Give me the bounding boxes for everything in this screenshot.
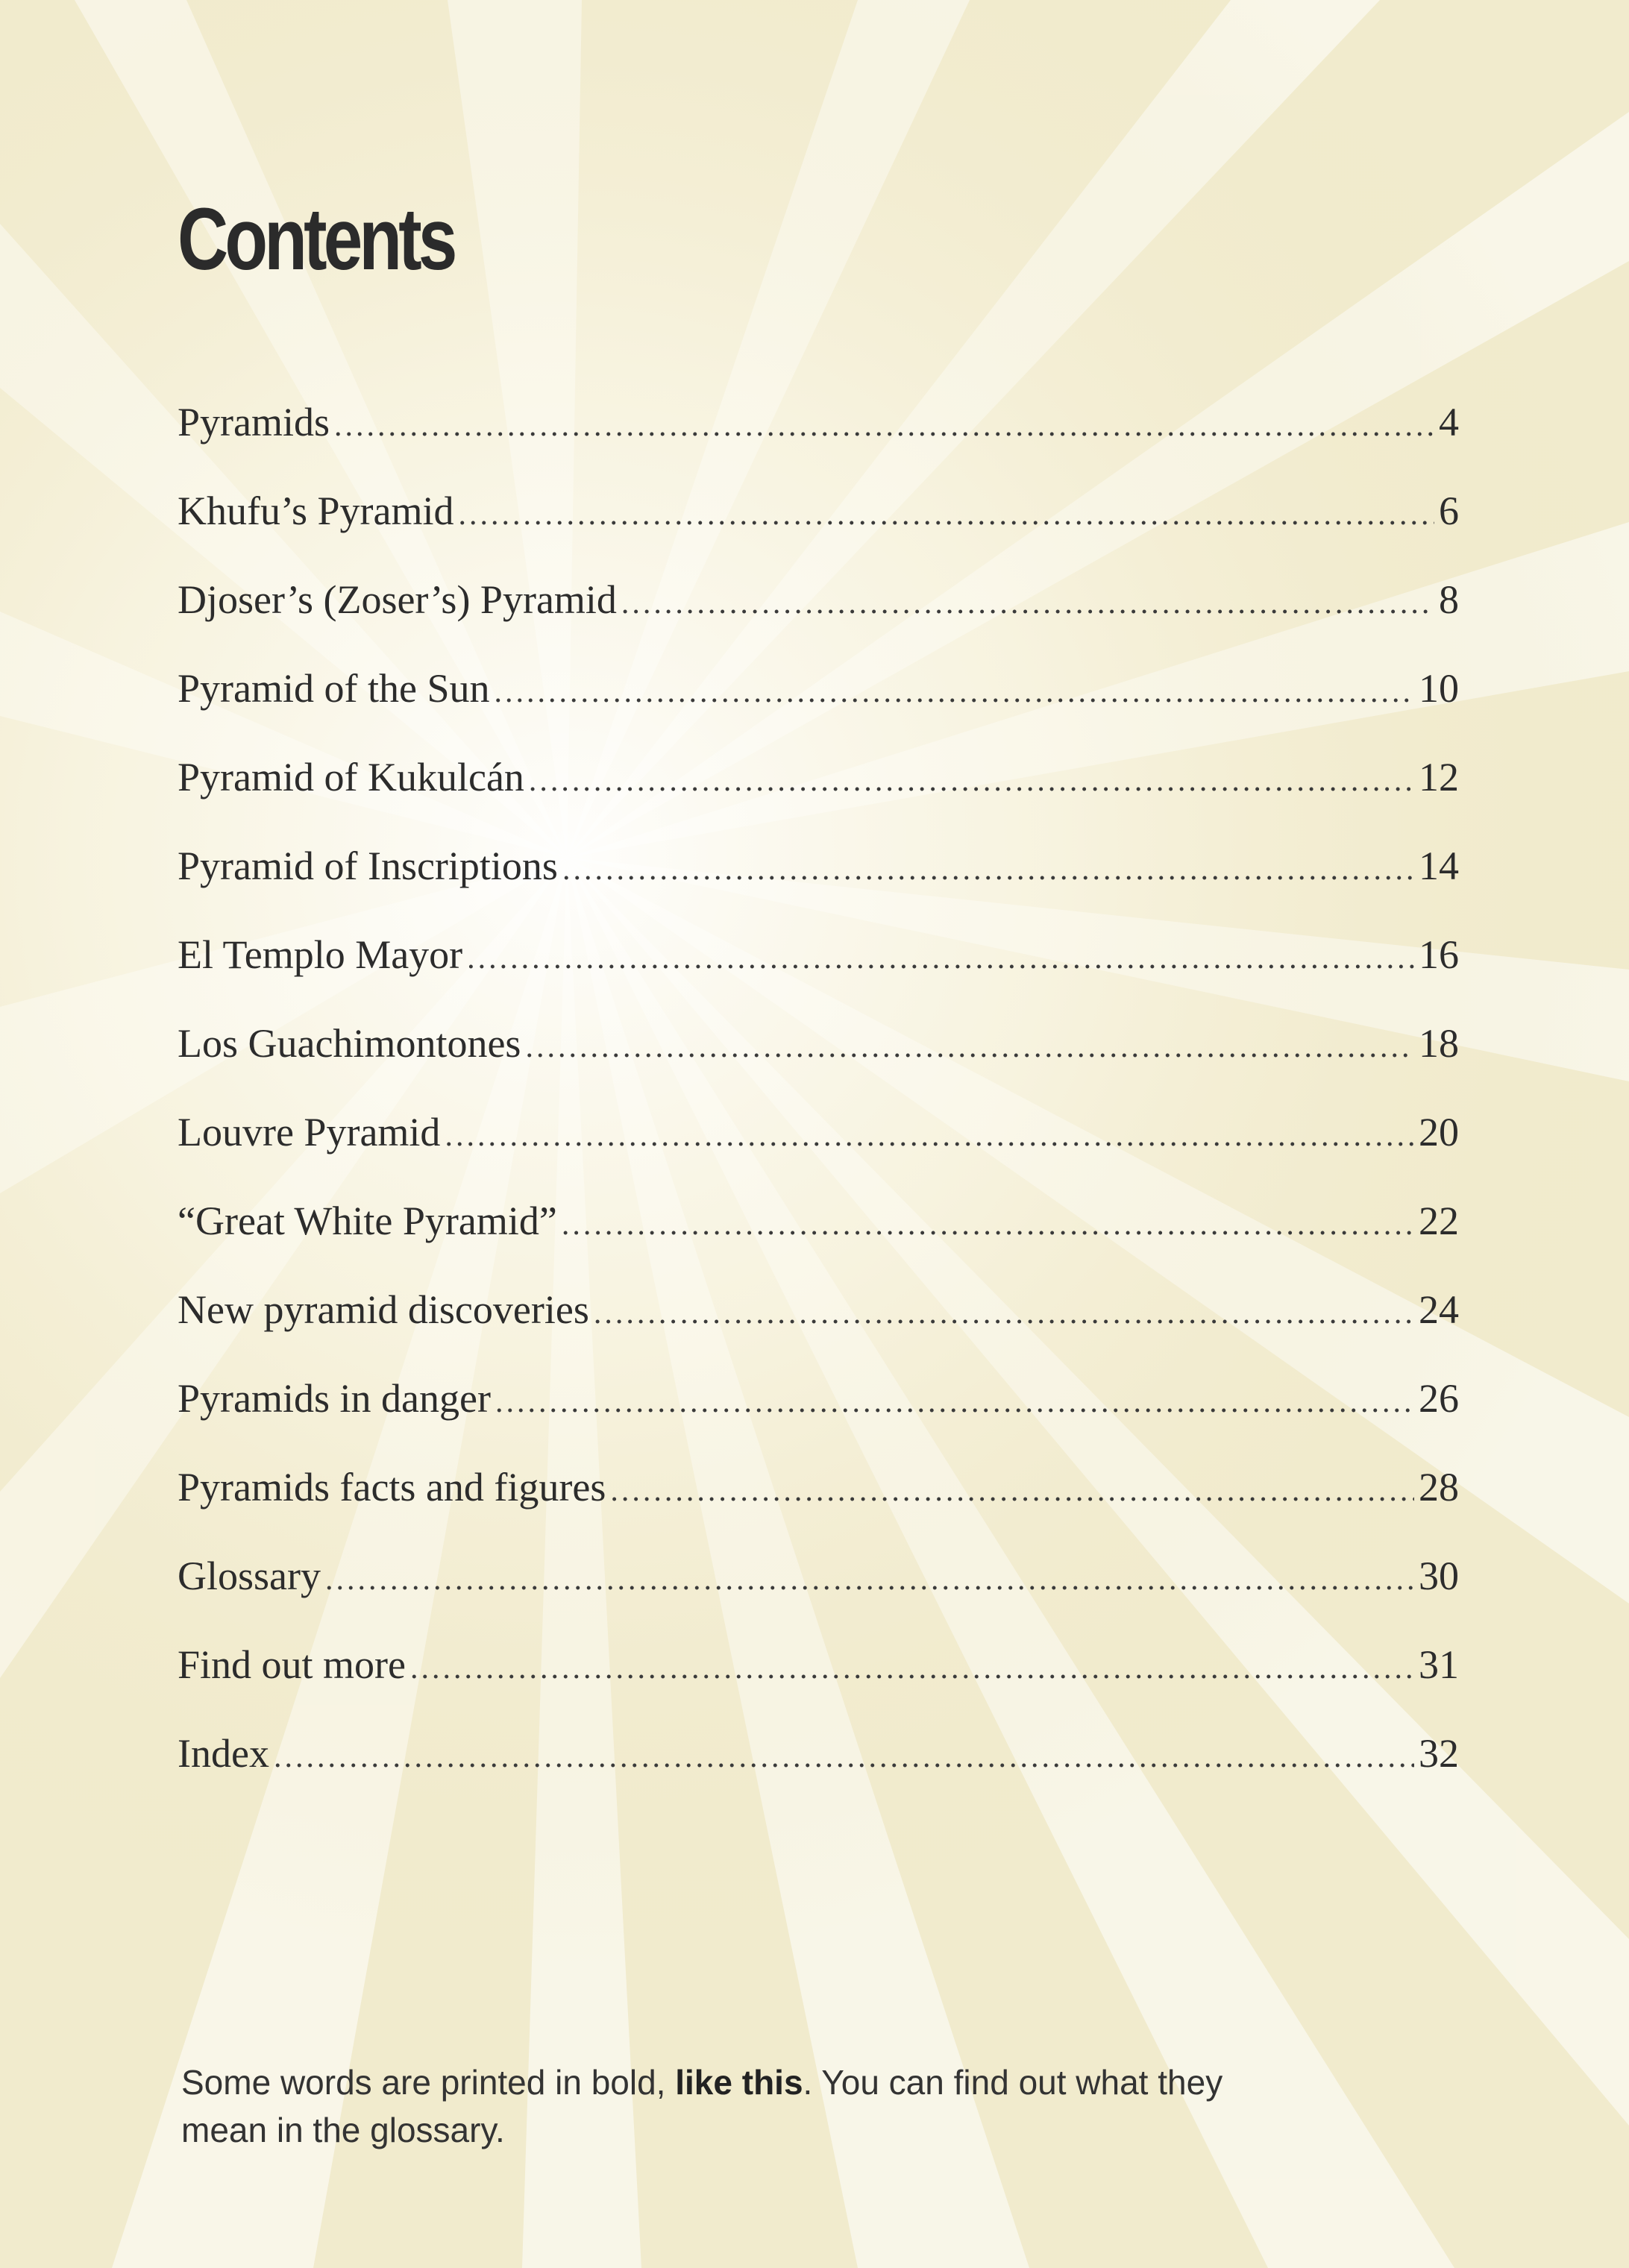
toc-entry-title: Khufu’s Pyramid bbox=[178, 489, 454, 533]
page-title: Contents bbox=[178, 190, 454, 289]
toc-entry-page: 14 bbox=[1419, 844, 1459, 888]
toc-entry-page: 26 bbox=[1419, 1376, 1459, 1421]
dot-leader bbox=[410, 1650, 1414, 1686]
dot-leader bbox=[325, 1562, 1414, 1598]
toc-entry-pyramid-of-inscriptions[interactable] bbox=[178, 843, 1459, 932]
dot-leader bbox=[621, 585, 1434, 621]
toc-entry-great-white-pyramid[interactable] bbox=[178, 1198, 1459, 1287]
dot-leader bbox=[334, 408, 1434, 444]
dot-leader bbox=[467, 940, 1414, 976]
toc-entry-title: Glossary bbox=[178, 1554, 321, 1598]
toc-entry-djosers-pyramid[interactable] bbox=[178, 577, 1459, 665]
toc-entry-page: 6 bbox=[1439, 489, 1459, 533]
toc-entry-title: Pyramid of the Sun bbox=[178, 666, 490, 711]
dot-leader bbox=[445, 1118, 1414, 1154]
toc-entry-page: 18 bbox=[1419, 1021, 1459, 1066]
toc-entry-page: 24 bbox=[1419, 1287, 1459, 1332]
toc-entry-title: Louvre Pyramid bbox=[178, 1110, 441, 1155]
toc-entry-pyramids-in-danger[interactable] bbox=[178, 1375, 1459, 1464]
toc-entry-page: 20 bbox=[1419, 1110, 1459, 1155]
toc-entry-pyramids[interactable] bbox=[178, 399, 1459, 488]
toc-entry-title: Find out more bbox=[178, 1642, 406, 1687]
toc-entry-title: Pyramid of Inscriptions bbox=[178, 844, 558, 888]
dot-leader bbox=[525, 1029, 1414, 1065]
dot-leader bbox=[274, 1739, 1414, 1775]
dot-leader bbox=[459, 497, 1435, 533]
toc-entry-glossary[interactable] bbox=[178, 1553, 1459, 1642]
dot-leader bbox=[562, 852, 1414, 888]
toc-entry-page: 10 bbox=[1419, 666, 1459, 711]
toc-entry-page: 28 bbox=[1419, 1465, 1459, 1510]
toc-entry-page: 30 bbox=[1419, 1554, 1459, 1598]
toc-entry-title: El Templo Mayor bbox=[178, 932, 463, 977]
toc-entry-title: Los Guachimontones bbox=[178, 1021, 521, 1066]
dot-leader bbox=[495, 1384, 1414, 1420]
toc-entry-pyramid-of-the-sun[interactable] bbox=[178, 665, 1459, 754]
toc-entry-title: Pyramids bbox=[178, 400, 330, 445]
toc-entry-new-pyramid-discoveries[interactable] bbox=[178, 1287, 1459, 1375]
glossary-note-text-start: Some words are printed in bold, bbox=[181, 2063, 676, 2102]
toc-entry-khufus-pyramid[interactable] bbox=[178, 488, 1459, 577]
toc-entry-page: 31 bbox=[1419, 1642, 1459, 1687]
toc-entry-title: Pyramids in danger bbox=[178, 1376, 491, 1421]
dot-leader bbox=[562, 1207, 1414, 1243]
toc-entry-title: Pyramid of Kukulcán bbox=[178, 755, 524, 800]
toc-entry-pyramids-facts-and-figures[interactable] bbox=[178, 1464, 1459, 1553]
toc-entry-page: 12 bbox=[1419, 755, 1459, 800]
toc-entry-page: 22 bbox=[1419, 1199, 1459, 1243]
toc-entry-page: 4 bbox=[1439, 400, 1459, 445]
glossary-note-bold-example: like this bbox=[675, 2063, 803, 2102]
table-of-contents bbox=[178, 399, 1459, 1819]
toc-entry-title: Index bbox=[178, 1731, 269, 1776]
dot-leader bbox=[610, 1473, 1414, 1509]
toc-entry-title: “Great White Pyramid” bbox=[178, 1199, 557, 1243]
toc-entry-page: 16 bbox=[1419, 932, 1459, 977]
toc-entry-page: 32 bbox=[1419, 1731, 1459, 1776]
toc-entry-find-out-more[interactable] bbox=[178, 1642, 1459, 1730]
toc-entry-pyramid-of-kukulcan[interactable] bbox=[178, 754, 1459, 843]
toc-entry-title: Djoser’s (Zoser’s) Pyramid bbox=[178, 577, 617, 622]
glossary-note bbox=[181, 2058, 1240, 2154]
toc-entry-title: New pyramid discoveries bbox=[178, 1287, 589, 1332]
toc-entry-page: 8 bbox=[1439, 577, 1459, 622]
toc-entry-index[interactable] bbox=[178, 1730, 1459, 1819]
toc-entry-title: Pyramids facts and figures bbox=[178, 1465, 606, 1510]
dot-leader bbox=[494, 674, 1414, 710]
toc-entry-los-guachimontones[interactable] bbox=[178, 1020, 1459, 1109]
glossary-note-text-end: . You can find out what they mean in the glossary. bbox=[181, 2063, 1223, 2149]
toc-entry-el-templo-mayor[interactable] bbox=[178, 932, 1459, 1020]
dot-leader bbox=[529, 763, 1414, 799]
dot-leader bbox=[594, 1295, 1414, 1331]
toc-entry-louvre-pyramid[interactable] bbox=[178, 1109, 1459, 1198]
